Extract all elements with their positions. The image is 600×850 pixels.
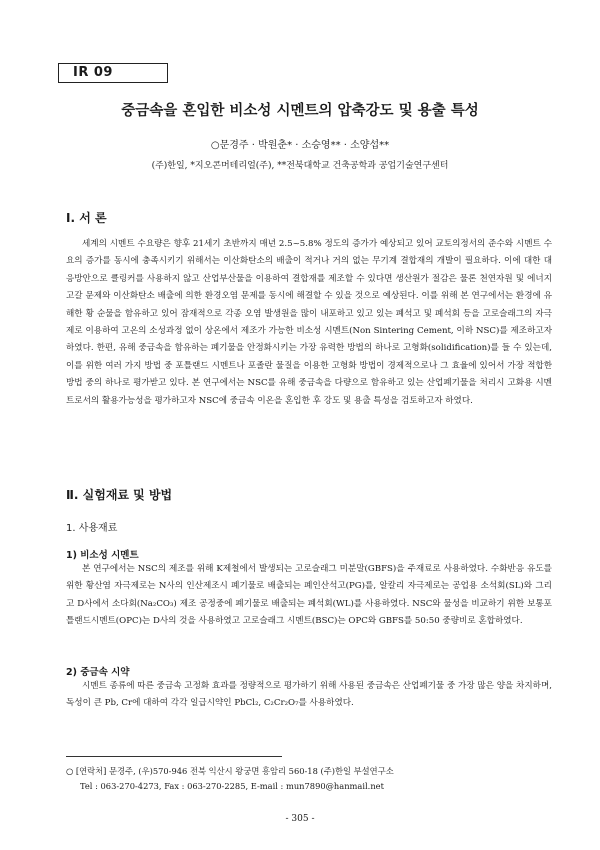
paper-code-badge: IR 09 [58, 63, 168, 83]
author-list: ○문경주 · 박원춘* · 소승영** · 소양섭** [210, 140, 390, 151]
page-number: - 305 - [285, 814, 315, 824]
reagent-subheading: 2) 중금속 시약 [66, 667, 130, 678]
intro-heading: Ⅰ. 서 론 [66, 211, 107, 225]
methods-heading: Ⅱ. 실험재료 및 방법 [66, 488, 173, 502]
cement-subheading: 1) 비소성 시멘트 [66, 550, 139, 561]
affiliation: (주)한일, *지오콘머테리얼(주), **전북대학교 건축공학과 공업기술연구센터 [151, 161, 449, 171]
reagent-paragraph: 시멘트 종류에 따른 중금속 고정화 효과를 정량적으로 평가하기 위해 사용된 중금속은 산업폐기물 중 가장 많은 양을 차지하며, 독성이 큰 Pb, Cr에 대하여 각각 일급시약인 PbCl₂, C₂Cr₂O₇를 사용하였다. [66, 681, 552, 709]
materials-heading: 1. 사용재료 [66, 523, 118, 534]
footnote-phone-email: Tel : 063-270-4273, Fax : 063-270-2285, E-mail : mun7890@hanmail.net [80, 781, 384, 791]
footnote-contact: ○ [연락처] 문경주, (우)570-946 전북 익산시 왕궁면 흥암리 560-18 (주)한일 부설연구소 [66, 766, 394, 776]
cement-paragraph: 본 연구에서는 NSC의 제조를 위해 K제철에서 발생되는 고로슬래그 미분말(GBFS)을 주재료로 사용하였다. 수화반응 유도를 위한 황산염 자극제로는 N사의 인산제조시 폐기물로 배출되는 폐인산석고(PG)를, 알칼리 자극제로는 공업용 소석회(SL)와 그리고 D사에서 소다회(Na₂CO₃) 제조 공정중에 폐기물로 배출되는 폐석회(WL)를 사용하였다. NSC와 물성을 비교하기 위한 보통포틀랜드시멘트(OPC)는 D사의 것을 사용하였고 고로슬래그 시멘트(BSC)는 OPC와 GBFS를 50:50 중량비로 혼합하였다. [66, 564, 552, 627]
intro-paragraph: 세계의 시멘트 수요량은 향후 21세기 초반까지 매년 2.5~5.8% 정도의 증가가 예상되고 있어 교토의정서의 준수와 시멘트 수요의 증가를 동시에 충족시키기 위해서는 이산화탄소의 배출이 적거나 거의 없는 무기계 결합재의 개발이 필요하다. 이에 대한 대응방안으로 클링커를 사용하지 않고 산업부산물을 이용하여 결합재를 제조할 수 있다면 생산원가 절감은 물론 천연자원 및 에너지 고갈 문제와 이산화탄소 배출에 의한 환경오염 문제를 동시에 해결할 수 있을 것으로 예상된다. 이를 위해 본 연구에서는 환경에 유해한 황 순물을 함유하고 있어 잠재적으로 각종 오염 발생원을 많이 내포하고 있고 있는 폐석고 및 폐석회 등을 고로슬래그의 자극제로 이용하여 고온의 소성과정 없이 상온에서 제조가 가능한 비소성 시멘트(Non Sintering Cement, 이하 NSC)를 제조하고자 하였다. 한편, 유해 중금속을 함유하는 폐기물을 안정화시키는 가장 유력한 방법의 하나로 고형화(solidification)를 들 수 있는데, 이를 위한 여러 가지 방법 중 포틀랜드 시멘트나 포졸란 물질을 이용한 고형화 방법이 경제적으로나 그 효율에 있어서 가장 적합한 방법 중의 하나로 평가받고 있다. 본 연구에서는 NSC를 유해 중금속을 다량으로 함유하고 있는 산업폐기물을 처리시 고화용 시멘트로서의 활용가능성을 평가하고자 NSC에 중금속 이온을 혼입한 후 강도 및 용출 특성을 검토하고자 하였다. [66, 239, 552, 406]
paper-title: 중금속을 혼입한 비소성 시멘트의 압축강도 및 용출 특성 [121, 103, 479, 119]
footnote [66, 764, 556, 794]
footnote-rule [66, 756, 282, 757]
